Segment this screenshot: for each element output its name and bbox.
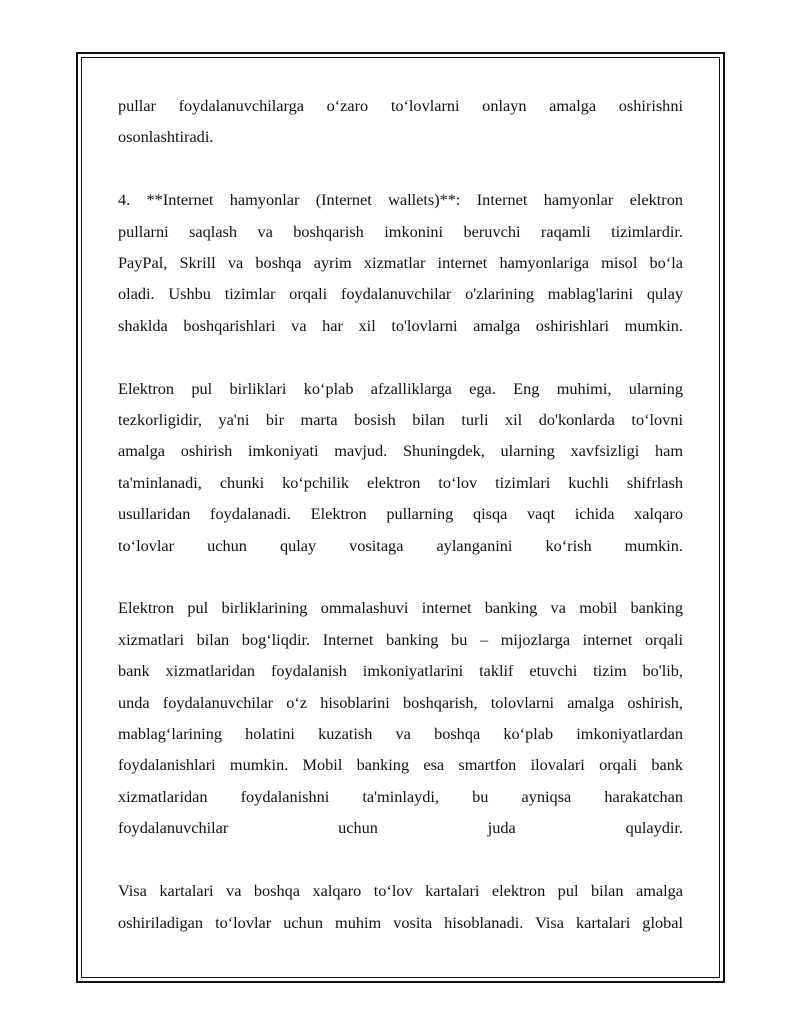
text-line: 4. **Internet hamyonlar (Internet wallets)**: Internet hamyonlar elektron <box>118 190 683 210</box>
text-line: Visa kartalari va boshqa xalqaro to‘lov kartalari elektron pul bilan amalga <box>118 881 683 901</box>
document-body <box>118 90 683 969</box>
paragraph-1 <box>118 90 683 153</box>
text-line: PayPal, Skrill va boshqa ayrim xizmatlar internet hamyonlariga misol bo‘la <box>118 253 683 273</box>
text-line: pullarni saqlash va boshqarish imkonini beruvchi raqamli tizimlardir. <box>118 221 683 241</box>
text-line: Elektron pul birliklari ko‘plab afzalliklarga ega. Eng muhimi, ularning <box>118 378 683 398</box>
text-line: xizmatlaridan foydalanishni ta'minlaydi, bu ayniqsa harakatchan <box>118 786 683 806</box>
text-line: mablag‘larining holatini kuzatish va boshqa ko‘plab imkoniyatlardan <box>118 724 683 744</box>
text-line: unda foydalanuvchilar o‘z hisoblarini boshqarish, tolovlarni amalga oshirish, <box>118 692 683 712</box>
text-line: to‘lovlar uchun qulay vositaga aylanganini ko‘rish mumkin. <box>118 535 683 555</box>
text-line: pullar foydalanuvchilarga o‘zaro to‘lovlarni onlayn amalga oshirishni <box>118 96 683 115</box>
text-line: oshiriladigan to‘lovlar uchun muhim vosita hisoblanadi. Visa kartalari global <box>118 912 683 932</box>
paragraph-4 <box>118 592 683 843</box>
text-line: xizmatlari bilan bog‘liqdir. Internet banking bu – mijozlarga internet orqali <box>118 629 683 649</box>
paragraph-5 <box>118 875 683 938</box>
paragraph-2 <box>118 184 683 341</box>
text-line: shaklda boshqarishlari va har xil to'lovlarni amalga oshirishlari mumkin. <box>118 315 683 335</box>
text-line: usullaridan foydalanadi. Elektron pullarning qisqa vaqt ichida xalqaro <box>118 504 683 524</box>
text-line: foydalanishlari mumkin. Mobil banking esa smartfon ilovalari orqali bank <box>118 755 683 775</box>
text-line: ta'minlanadi, chunki ko‘pchilik elektron to‘lov tizimlari kuchli shifrlash <box>118 472 683 492</box>
text-line: Elektron pul birliklarining ommalashuvi internet banking va mobil banking <box>118 598 683 618</box>
text-line: oladi. Ushbu tizimlar orqali foydalanuvchilar o'zlarining mablag'larini qulay <box>118 284 683 304</box>
text-line: osonlashtiradi. <box>118 127 214 147</box>
text-line: tezkorligidir, ya'ni bir marta bosish bilan turli xil do'konlarda to‘lovni <box>118 410 683 430</box>
text-line: amalga oshirish imkoniyati mavjud. Shuningdek, ularning xavfsizligi ham <box>118 441 683 461</box>
text-line: foydalanuvchilar uchun juda qulaydir. <box>118 818 683 838</box>
text-line: bank xizmatlaridan foydalanish imkoniyatlarini taklif etuvchi tizim bo'lib, <box>118 661 683 681</box>
paragraph-3 <box>118 373 683 561</box>
